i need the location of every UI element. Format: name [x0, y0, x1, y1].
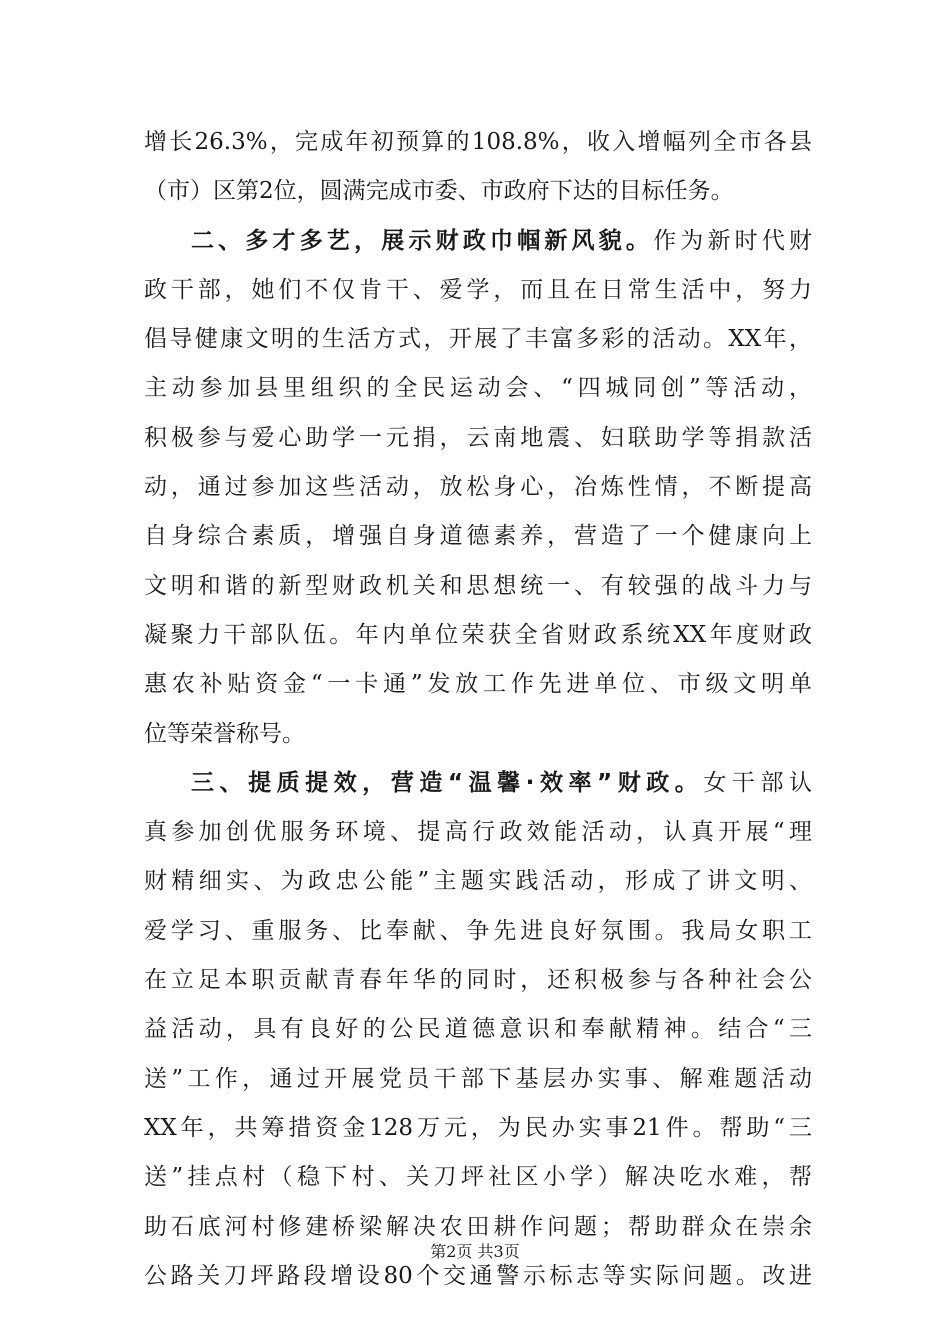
section-heading: 二、多才多艺，展示财政巾帼新风貌。	[191, 227, 654, 254]
text-line: XX年，共筹措资金128万元，为民办实事21件。帮助“三	[144, 1114, 812, 1141]
text-line: 自身综合素质，增强自身道德素养，营造了一个健康向上	[144, 523, 812, 550]
text-line: 惠农补贴资金“一卡通”发放工作先进单位、市级文明单	[144, 671, 812, 698]
text-line: 财精细实、为政忠公能”主题实践活动，形成了讲文明、	[144, 868, 812, 895]
text-line: 公路关刀坪路段增设80个交通警示标志等实际问题。改进	[144, 1262, 812, 1289]
text-line: 益活动，具有良好的公民道德意识和奉献精神。结合“三	[144, 1016, 812, 1043]
text-run: 作为新时代财	[653, 227, 812, 254]
text-line: 在立足本职贡献青春年华的同时，还积极参与各种社会公	[144, 967, 812, 994]
text-line: 政干部，她们不仅肯干、爱学，而且在日常生活中，努力	[144, 276, 812, 303]
text-line: 凝聚力干部队伍。年内单位荣获全省财政系统XX年度财政	[144, 621, 812, 648]
text-line: 倡导健康文明的生活方式，开展了丰富多彩的活动。XX年，	[144, 326, 812, 353]
section-heading: 三、提质提效，营造“温馨·效率”财政。	[191, 769, 704, 796]
text-line: 位等荣誉称号。	[144, 720, 305, 747]
document-body	[144, 118, 812, 1301]
text-line: 爱学习、重服务、比奉献、争先进良好氛围。我局女职工	[144, 917, 812, 944]
text-line: （市）区第2位，圆满完成市委、市政府下达的目标任务。	[144, 178, 734, 205]
page-number-footer: 第2页 共3页	[430, 1242, 520, 1261]
text-line: 送”挂点村（稳下村、关刀坪社区小学）解决吃水难，帮	[144, 1164, 812, 1191]
section-heading-line	[144, 759, 812, 808]
text-line: 增长26.3%，完成年初预算的108.8%，收入增幅列全市各县	[144, 129, 812, 155]
text-line: 真参加创优服务环境、提高行政效能活动，认真开展“理	[144, 819, 812, 846]
text-line: 动，通过参加这些活动，放松身心，冶炼性情，不断提高	[144, 474, 812, 501]
section-heading-line	[144, 217, 812, 266]
text-line: 送”工作，通过开展党员干部下基层办实事、解难题活动	[144, 1065, 812, 1092]
text-line: 主动参加县里组织的全民运动会、“四城同创”等活动，	[144, 375, 812, 402]
text-line: 积极参与爱心助学一元捐，云南地震、妇联助学等捐款活	[144, 424, 812, 451]
text-line: 助石底河村修建桥梁解决农田耕作问题；帮助群众在崇余	[144, 1213, 812, 1240]
text-line: 文明和谐的新型财政机关和思想统一、有较强的战斗力与	[144, 572, 812, 599]
text-run: 女干部认	[703, 769, 812, 796]
